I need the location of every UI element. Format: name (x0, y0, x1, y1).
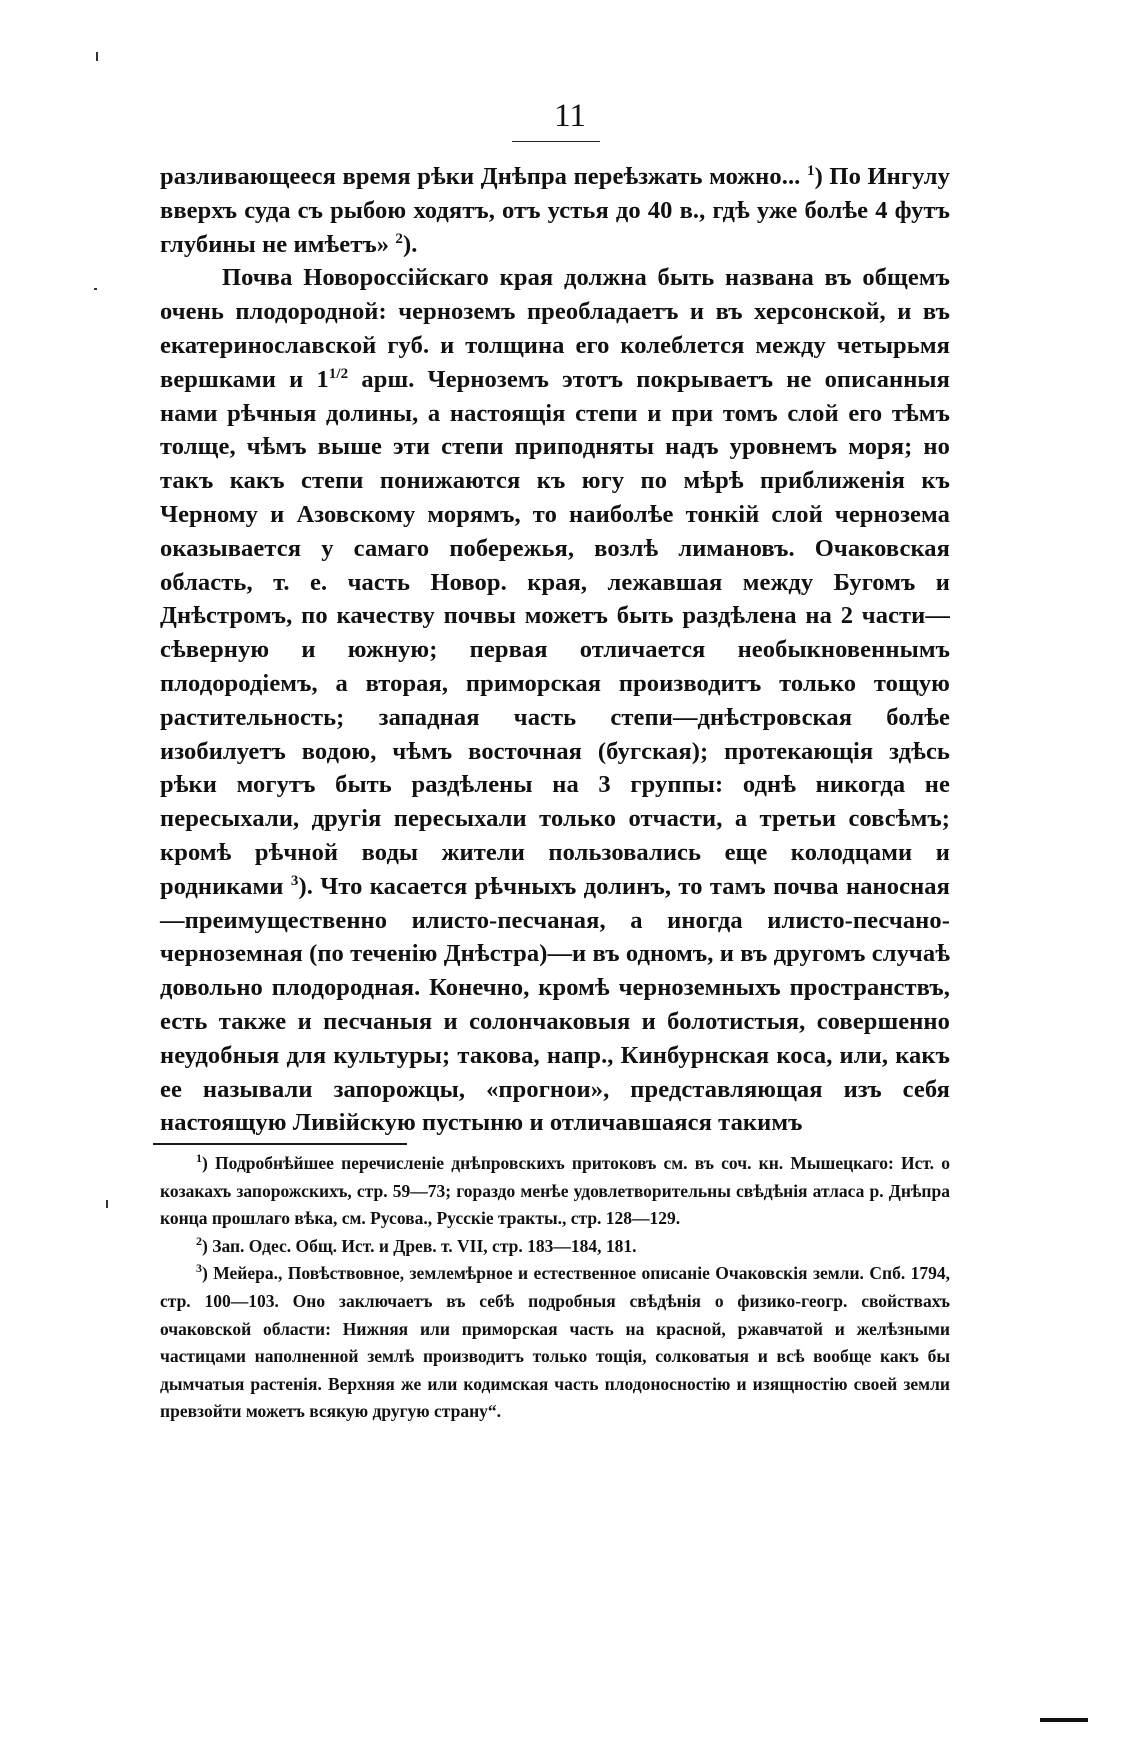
footnote-text: ) Мейера., Повѣствовное, землемѣрное и естественное описаніе Очаковскія земли. Спб. 1794, стр. 100—103. Оно заключаетъ въ себѣ подробныя свѣдѣнія о физико-геогр. свойствахъ очаковской области: Нижняя или приморская часть на красной, ржавчатой и желѣзными частицами наполненной землѣ производитъ только тощія, солковатыя и всѣ вообще какъ бы дымчатыя растенія. Верхняя же или кодимская часть плодоносностію и изящностію своей земли превзойти можетъ всякую другую страну“. (160, 1263, 950, 1422)
footnote-separator (153, 1143, 407, 1145)
scan-speck (94, 288, 97, 290)
footnote-mark: 3 (196, 1261, 202, 1276)
footnote-ref-2: 2 (395, 230, 403, 247)
footnote-2 (160, 1233, 950, 1261)
page-number: 11 (554, 98, 586, 134)
footnote-ref-3: 3 (290, 872, 299, 889)
footnote-3 (160, 1260, 950, 1426)
footnotes (160, 1150, 950, 1426)
paragraph-soil: Почва Новороссійскаго края должна быть названа въ общемъ очень плодородной: черноземъ преобладаетъ и въ херсонской, и въ екатеринославской губ. и толщина его колеблется между четырьмя вершками и $1^{1/2}$ арш. Черноземъ этотъ покрываетъ не описанныя нами рѣчныя долины, а настоящія степи и при томъ слой его тѣмъ толще, чѣмъ выше эти степи приподняты надъ уровнемъ моря; но такъ какъ степи понижаются къ югу по мѣрѣ приближенія къ Черному и Азовскому морямъ, то наиболѣе тонкій слой чернозема оказывается у самаго побережья, возлѣ лимановъ. Очаковская область, т. е. часть Новор. края, лежавшая между Бугомъ и Днѣстромъ, по качеству почвы можетъ быть раздѣлена на 2 части—сѣверную и южную; первая отличается необыкновеннымъ плодородіемъ, а вторая, приморская производитъ только тощую растительность; западная часть степи—днѣстровская болѣе изобилуетъ водою, чѣмъ восточная (бугская); протекающія здѣсь рѣки могутъ быть раздѣлены на 3 группы: однѣ никогда не пересыхали, другія пересыхали только отчасти, а третьи совсѣмъ; кромѣ рѣчной воды жители пользовались еще колодцами и родниками $^3$). Что касается рѣчныхъ долинъ, то тамъ почва наносная—преимущественно илисто-песчаная, а иногда илисто-песчано-черноземная (по теченію Днѣстра)—и въ одномъ, и въ другомъ случаѣ довольно плодородная. Конечно, кромѣ черноземныхъ пространствъ, есть также и песчаныя и солончаковыя и болотистыя, совершенно неудобныя для культуры; такова, напр., Кинбурнская коса, или, какъ ее называли запорожцы, «прогнои», представляющая изъ себя настоящую Ливійскую пустыню и отличавшаяся такимъ (160, 264, 950, 1137)
footnote-mark: 2 (196, 1233, 202, 1248)
main-text (160, 160, 950, 1140)
scan-speck (96, 52, 98, 61)
page-end-dash (1040, 1718, 1088, 1722)
page-number-underline (512, 141, 600, 142)
scan-speck (106, 1200, 108, 1208)
fraction-one-half: 1/2 (328, 365, 349, 382)
footnote-text: ) Зап. Одес. Общ. Ист. и Древ. т. VII, стр. 183—184, 181. (202, 1235, 637, 1256)
footnote-ref-1: 1 (806, 163, 815, 179)
footnote-1 (160, 1150, 950, 1233)
footnote-mark: 1 (196, 1151, 202, 1165)
paragraph-continuation: разливающееся время рѣки Днѣпра переѣзжать можно... $^1$) По Ингулу вверхъ суда съ рыбою ходятъ, отъ устья до 40 в., гдѣ уже болѣе 4 футъ глубины не имѣетъ» $^2$). (160, 163, 951, 258)
footnote-text: ) Подробнѣйшее перечисленіе днѣпровскихъ притоковъ см. въ соч. кн. Мышецкаго: Ист. о козакахъ запорожскихъ, стр. 59—73; гораздо менѣе удовлетворительны свѣдѣнія атласа р. Днѣпра конца прошлаго вѣка, см. Русова., Русскіе тракты., стр. 128—129. (160, 1153, 950, 1229)
